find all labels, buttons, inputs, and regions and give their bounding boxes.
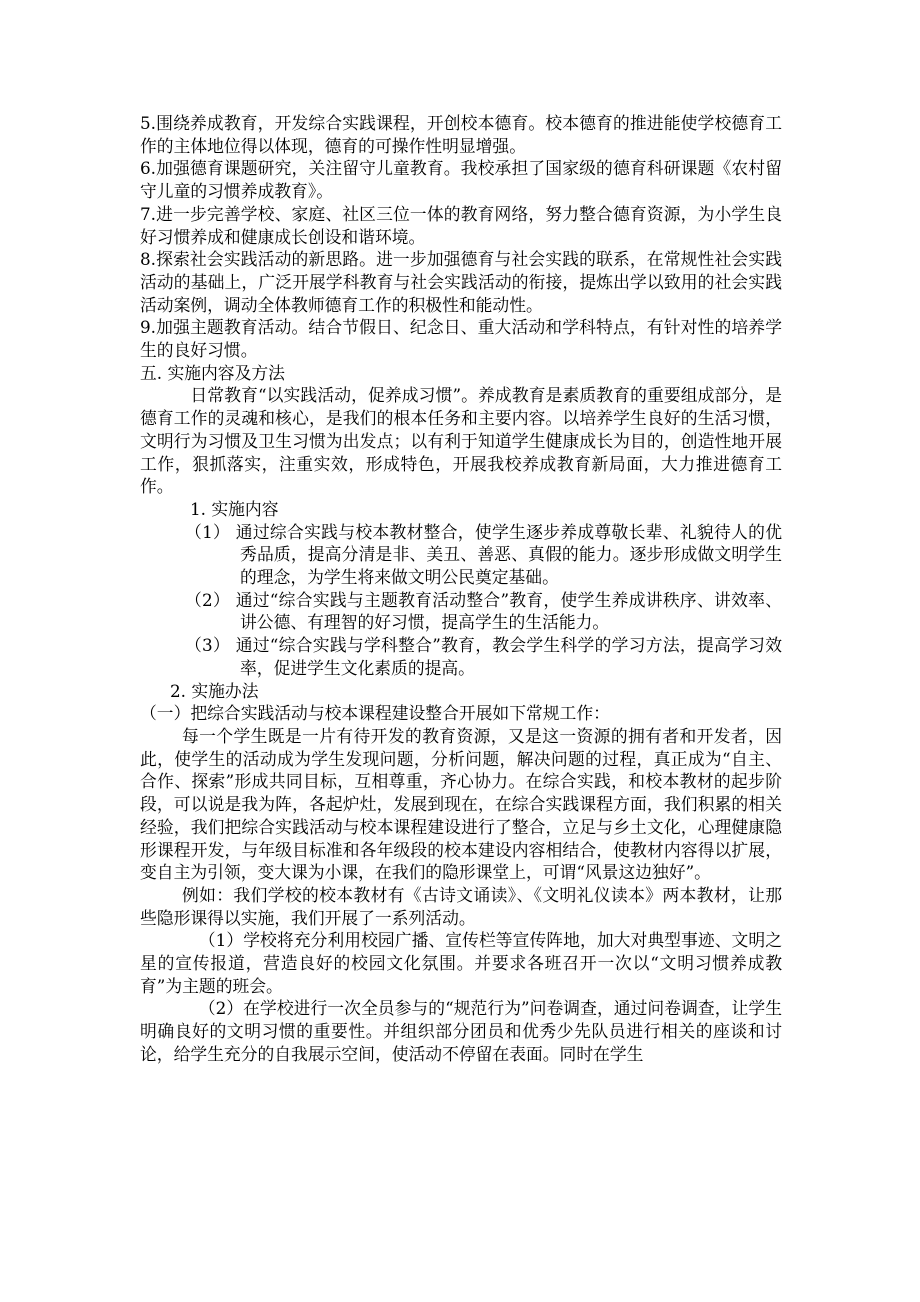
content-item-2: （2） 通过“综合实践与主题教育活动整合”教育，使学生养成讲秩序、讲效率、讲公德、有理智的好习惯，提高学生的生活能力。 xyxy=(185,589,782,633)
document-page xyxy=(140,112,782,1066)
subsection-heading-2: 2. 实施办法 xyxy=(170,680,259,701)
subsection-heading-1: 1. 实施内容 xyxy=(190,498,279,519)
paragraph-6: 6.加强德育课题研究，关注留守儿童教育。我校承担了国家级的德育科研课题《农村留守儿童的习惯养成教育》。 xyxy=(140,158,782,202)
paragraph-7: 7.进一步完善学校、家庭、社区三位一体的教育网络，努力整合德育资源，为小学生良好习惯养成和健康成长创设和谐环境。 xyxy=(140,203,782,247)
body-paragraph-4: （2）在学校进行一次全员参与的“规范行为”问卷调查，通过问卷调查，让学生明确良好的文明习惯的重要性。并组织部分团员和优秀少先队员进行相关的座谈和讨论，给学生充分的自我展示空间，使活动不停留在表面。同时在学生 xyxy=(140,998,782,1064)
section-intro: 日常教育“以实践活动，促养成习惯”。养成教育是素质教育的重要组成部分，是德育工作的灵魂和核心，是我们的根本任务和主要内容。以培养学生良好的生活习惯，文明行为习惯及卫生习惯为出发点；以有利于知道学生健康成长为目的，创造性地开展工作，狠抓落实，注重实效，形成特色，开展我校养成教育新局面，大力推进德育工作。 xyxy=(140,385,782,497)
body-paragraph-2: 例如：我们学校的校本教材有《古诗文诵读》、《文明礼仪读本》两本教材，让那些隐形课得以实施，我们开展了一系列活动。 xyxy=(140,884,782,928)
paragraph-5: 5.围绕养成教育，开发综合实践课程，开创校本德育。校本德育的推进能使学校德育工作的主体地位得以体现，德育的可操作性明显增强。 xyxy=(140,113,782,156)
content-item-1: （1） 通过综合实践与校本教材整合，使学生逐步养成尊敬长辈、礼貌待人的优秀品质，提高分清是非、美丑、善恶、真假的能力。逐步形成做文明学生的理念，为学生将来做文明公民奠定基础。 xyxy=(185,521,782,588)
paragraph-9: 9.加强主题教育活动。结合节假日、纪念日、重大活动和学科特点，有针对性的培养学生的良好习惯。 xyxy=(140,317,782,361)
part-heading: （一）把综合实践活动与校本课程建设整合开展如下常规工作： xyxy=(140,703,610,724)
body-paragraph-3: （1）学校将充分利用校园广播、宣传栏等宣传阵地，加大对典型事迹、文明之星的宣传报道，营造良好的校园文化氛围。并要求各班召开一次以“文明习惯养成教育”为主题的班会。 xyxy=(140,930,782,996)
paragraph-8: 8.探索社会实践活动的新思路。进一步加强德育与社会实践的联系，在常规性社会实践活动的基础上，广泛开展学科教育与社会实践活动的衔接，提炼出学以致用的社会实践活动案例，调动全体教师德育工作的积极性和能动性。 xyxy=(140,249,782,315)
content-item-3: （3） 通过“综合实践与学科整合”教育，教会学生科学的学习方法，提高学习效率，促进学生文化素质的提高。 xyxy=(185,635,782,678)
section-heading: 五. 实施内容及方法 xyxy=(140,362,285,383)
body-paragraph-1: 每一个学生既是一片有待开发的教育资源，又是这一资源的拥有者和开发者，因此，使学生的活动成为学生发现问题，分析问题，解决问题的过程，真正成为“自主、合作、探索”形成共同目标，互相尊重，齐心协力。在综合实践，和校本教材的起步阶段，可以说是我为阵，各起炉灶，发展到现在，在综合实践课程方面，我们积累的相关经验，我们把综合实践活动与校本课程建设进行了整合，立足与乡土文化，心理健康隐形课程开发，与年级目标准和各年级段的校本建设内容相结合，使教材内容得以扩展，变自主为引领，变大课为小课，在我们的隐形课堂上，可谓“风景这边独好”。 xyxy=(140,725,782,883)
